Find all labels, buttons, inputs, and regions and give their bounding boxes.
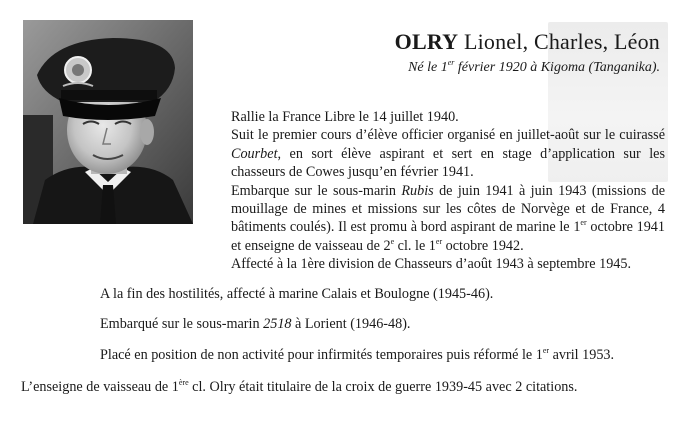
paragraph-decorations <box>21 378 666 396</box>
ship-name: Courbet <box>231 145 278 162</box>
paragraph-text: Embarqué sur le sous-marin 2518 à Lorient (1946-48). <box>100 316 411 332</box>
paragraph-non-activity <box>100 346 665 364</box>
paragraph-chasseurs: Affecté à la 1ère division de Chasseurs d’août 1943 à septembre 1945. <box>231 256 632 273</box>
paragraph-submarine-2518 <box>100 315 665 333</box>
entry-header <box>230 28 660 78</box>
birth-suffix: février 1920 à Kigoma (Tanganika). <box>454 60 660 75</box>
paragraph-text: L’enseigne de vaisseau de 1ère cl. Olry était titulaire de la croix de guerre 1939-45 avec 2 citations. <box>21 378 578 395</box>
paragraph-officer-course: Suit le premier cours d’élève officier organisé en juillet-août sur le cuirassé Courbet, en sort élève aspirant et sert en stage d’application sur les chasseurs de Cowes jusqu’en février 1941. <box>231 127 665 181</box>
paragraph-text: Placé en position de non activité pour infirmités temporaires puis réformé le 1er avril 1953. <box>100 346 615 363</box>
birth-prefix: Né le 1 <box>408 60 448 75</box>
paragraph-end-of-hostilities <box>100 285 665 303</box>
paragraph-submarine-rubis: Embarque sur le sous-marin Rubis de juin 1941 à juin 1943 (missions de mouillage de mines et missions sur les côtes de Norvège et de France, 4 bâtiments coulés). Il est promu à bord aspirant de marine le 1er octobre 1941 et enseigne de vaisseau de 2e cl. le 1er octobre 1942. <box>231 182 665 254</box>
birth-line <box>230 58 660 78</box>
given-names: Lionel, Charles, Léon <box>463 29 660 54</box>
paragraph-text: A la fin des hostilités, affecté à marine Calais et Boulogne (1945-46). <box>100 286 494 302</box>
person-name <box>230 28 660 56</box>
surname: OLRY <box>394 29 459 54</box>
biography-column <box>231 108 665 274</box>
ship-name: Rubis <box>401 182 434 199</box>
ship-name: 2518 <box>263 316 292 332</box>
birth-sup: er <box>447 58 455 67</box>
portrait-illustration <box>23 20 193 224</box>
paragraph-rallies: Rallie la France Libre le 14 juillet 1940. <box>231 109 459 125</box>
portrait-photo <box>23 20 193 224</box>
